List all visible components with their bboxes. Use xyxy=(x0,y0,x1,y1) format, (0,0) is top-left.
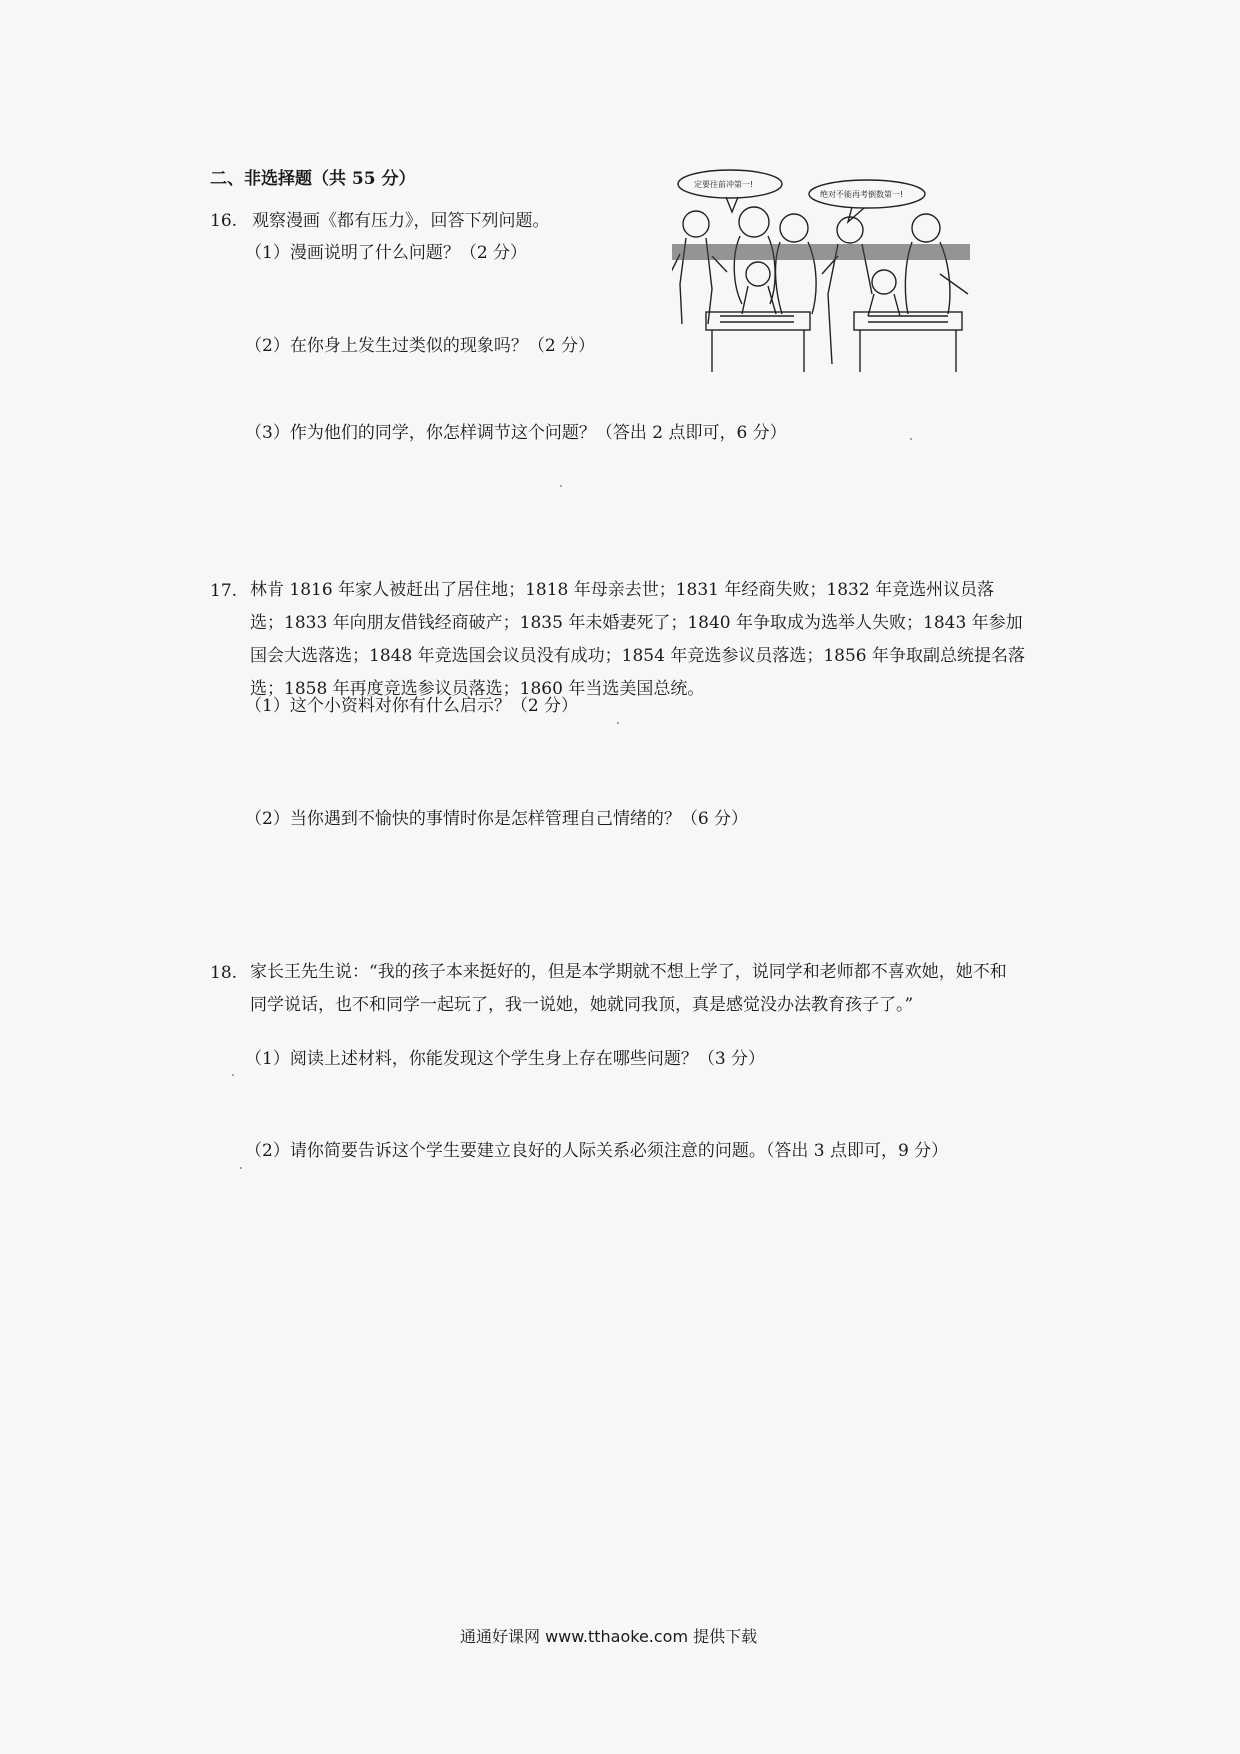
scan-speck xyxy=(560,485,562,487)
footer-text: 通通好课网 www.tthaoke.com 提供下载 xyxy=(460,1627,758,1646)
q16-sub3: （3）作为他们的同学，你怎样调节这个问题？（答出 2 点即可，6 分） xyxy=(245,423,787,443)
q16-sub1: （1）漫画说明了什么问题？（2 分） xyxy=(245,243,528,263)
q16-number: 16. xyxy=(210,211,238,231)
scan-speck xyxy=(240,1167,242,1169)
scan-speck xyxy=(910,438,912,440)
bubble-right-text: 绝对不能再考倒数第一! xyxy=(820,190,904,199)
section-heading: 二、非选择题（共 55 分） xyxy=(210,169,416,189)
q18-number: 18. xyxy=(210,963,238,983)
q18-sub2: （2）请你简要告诉这个学生要建立良好的人际关系必须注意的问题。（答出 3 点即可，9 分） xyxy=(245,1141,949,1161)
q17-material: 林肯 1816 年家人被赶出了居住地；1818 年母亲去世；1831 年经商失败；1832 年竞选州议员落选；1833 年向朋友借钱经商破产；1835 年未婚妻死了；1840 年争取成为选举人失败；1843 年参加国会大选落选；1848 年竞选国会议员没有成功；1854 年竞选参议员落选；1856 年争取副总统提名落选；1858 年再度竞选参议员落选；1860 年当选美国总统。 xyxy=(250,580,1026,699)
q17-sub1: （1）这个小资料对你有什么启示？（2 分） xyxy=(245,696,579,716)
bubble-left-text: 定要往前冲第一! xyxy=(694,180,754,189)
q16-stem: 观察漫画《都有压力》，回答下列问题。 xyxy=(252,211,550,231)
cartoon-illustration-icon xyxy=(672,164,970,374)
q18-sub1: （1）阅读上述材料，你能发现这个学生身上存在哪些问题？（3 分） xyxy=(245,1049,766,1069)
q18-material: 家长王先生说：“我的孩子本来挺好的，但是本学期就不想上学了，说同学和老师都不喜欢她，她不和同学说话，也不和同学一起玩了，我一说她，她就同我顶，真是感觉没办法教育孩子了。” xyxy=(250,962,1007,1015)
scan-speck xyxy=(617,722,619,724)
q17-sub2: （2）当你遇到不愉快的事情时你是怎样管理自己情绪的？（6 分） xyxy=(245,809,749,829)
q17-number: 17. xyxy=(210,581,238,601)
q16-sub2: （2）在你身上发生过类似的现象吗？（2 分） xyxy=(245,336,596,356)
scan-speck xyxy=(232,1074,234,1076)
